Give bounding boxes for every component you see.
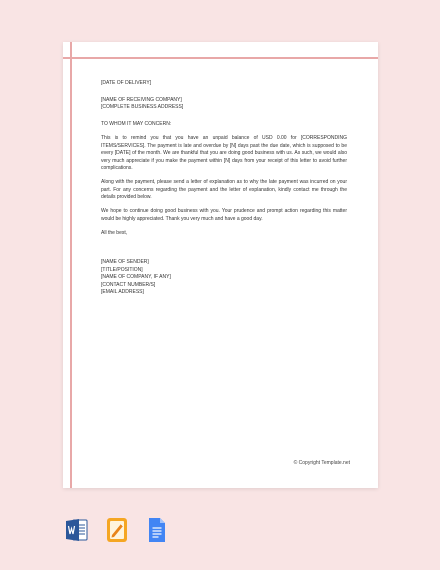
- recipient-address: [COMPLETE BUSINESS ADDRESS]: [101, 104, 184, 110]
- letter-document: [63, 42, 378, 488]
- google-docs-icon[interactable]: [146, 517, 168, 543]
- date-placeholder: [DATE OF DELIVERY]: [101, 80, 152, 86]
- recipient-company: [NAME OF RECEIVING COMPANY]: [101, 96, 182, 103]
- signature-email: [EMAIL ADDRESS]: [101, 289, 144, 295]
- pages-icon[interactable]: [106, 517, 128, 543]
- paragraph-reminder: This is to remind you that you have an unpaid balance of USD 0.00 for [CORRESPONDING ITEMS/SERVICES]. The payment is late and overdue by [N] days past the due date, which is supposed to be every [DATE] of the month. We are thankful that you are doing good business with us. As such, we would also very much appreciate if you make the payment within [N] days from your receipt of this letter to avoid further complications.: [101, 135, 347, 171]
- signature-company: [NAME OF COMPANY, IF ANY]: [101, 274, 171, 280]
- signature-name: [NAME OF SENDER]: [101, 259, 149, 265]
- vertical-margin-line: [70, 42, 72, 488]
- letter-body: [101, 80, 347, 297]
- copyright-notice: © Copyright Template.net: [293, 460, 350, 466]
- format-icons: [66, 517, 168, 543]
- paragraph-explanation: Along with the payment, please send a letter of explanation as to why the late payment was incurred on your part. For any concerns regarding the payment and the letter of explanation, kindly contact me through the details provided below.: [101, 179, 347, 200]
- paragraph-closing-remarks: We hope to continue doing good business with you. Your prudence and prompt action regarding this matter would be highly appreciated. Thank you very much and have a good day.: [101, 208, 347, 222]
- salutation: TO WHOM IT MAY CONCERN:: [101, 120, 172, 127]
- closing: All the best,: [101, 229, 128, 236]
- signature-contact: [CONTACT NUMBER/S]: [101, 281, 156, 288]
- horizontal-margin-line: [63, 57, 378, 59]
- word-icon[interactable]: [66, 517, 88, 543]
- signature-title: [TITLE/POSITION]: [101, 266, 143, 273]
